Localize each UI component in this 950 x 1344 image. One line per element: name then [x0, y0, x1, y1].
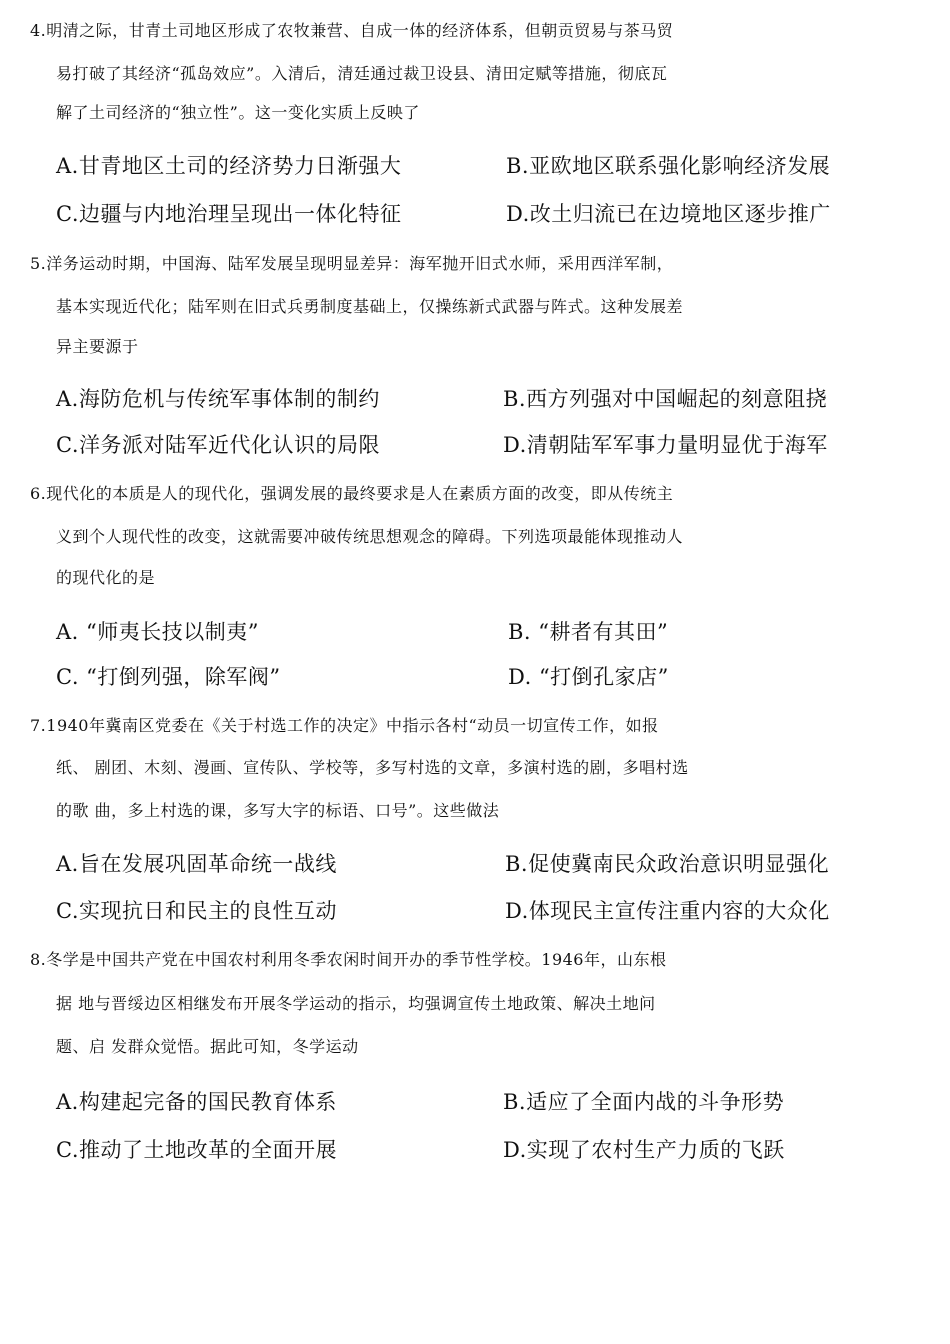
question-5-option-b: B.西方列强对中国崛起的刻意阻挠	[503, 387, 828, 411]
question-4-option-d: D.改土归流已在边境地区逐步推广	[506, 202, 831, 226]
question-number: 6.	[30, 484, 47, 503]
question-number: 5.	[30, 254, 47, 273]
question-4-line-1: 4.明清之际，甘青土司地区形成了农牧兼营、自成一体的经济体系，但朝贡贸易与茶马贸	[30, 16, 673, 46]
question-6-option-a: A. “师夷长技以制夷”	[56, 620, 259, 644]
question-7-option-a: A.旨在发展巩固革命统一战线	[56, 852, 337, 876]
question-7-option-c: C.实现抗日和民主的良性互动	[56, 899, 337, 923]
question-8-line-2: 据 地与晋绥边区相继发布开展冬学运动的指示，均强调宣传土地政策、解决土地问	[56, 994, 656, 1013]
question-5-line-3: 异主要源于	[56, 337, 139, 356]
question-5-option-d: D.清朝陆军军事力量明显优于海军	[503, 433, 828, 457]
question-8-option-b: B.适应了全面内战的斗争形势	[503, 1090, 785, 1114]
question-6-option-c: C. “打倒列强，除军阀”	[56, 665, 281, 689]
question-number: 8.	[30, 950, 47, 969]
question-4-line-3: 解了土司经济的“独立性”。这一变化实质上反映了	[56, 103, 420, 122]
question-7-line-2: 纸、 剧团、木刻、漫画、宣传队、学校等，多写村选的文章，多演村选的剧，多唱村选	[56, 758, 689, 777]
question-6-line-1: 6.现代化的本质是人的现代化，强调发展的最终要求是人在素质方面的改变，即从传统主	[30, 479, 673, 509]
question-4-line-2: 易打破了其经济“孤岛效应”。入清后，清廷通过裁卫设县、清田定赋等措施，彻底瓦	[56, 64, 668, 83]
question-5-line-1: 5.洋务运动时期，中国海、陆军发展呈现明显差异：海军抛开旧式水师，采用西洋军制，	[30, 249, 673, 279]
question-7-line-1: 7.1940年冀南区党委在《关于村选工作的决定》中指示各村“动员一切宣传工作，如报	[30, 711, 659, 741]
question-7-option-b: B.促使冀南民众政治意识明显强化	[505, 852, 830, 876]
question-number: 4.	[30, 21, 47, 40]
question-8-line-3: 题、启 发群众觉悟。据此可知，冬学运动	[56, 1037, 359, 1056]
question-7-option-d: D.体现民主宣传注重内容的大众化	[505, 899, 830, 923]
question-6-option-d: D. “打倒孔家店”	[508, 665, 669, 689]
question-6-line-3: 的现代化的是	[56, 568, 156, 587]
question-4-option-c: C.边疆与内地治理呈现出一体化特征	[56, 202, 402, 226]
question-7-line-3: 的歌 曲，多上村选的课，多写大字的标语、口号”。这些做法	[56, 801, 500, 820]
question-5-option-c: C.洋务派对陆军近代化认识的局限	[56, 433, 380, 457]
question-8-option-a: A.构建起完备的国民教育体系	[56, 1090, 337, 1114]
question-8-option-c: C.推动了土地改革的全面开展	[56, 1138, 337, 1162]
question-4-option-b: B.亚欧地区联系强化影响经济发展	[506, 154, 831, 178]
question-4-option-a: A.甘青地区土司的经济势力日渐强大	[56, 154, 402, 178]
question-6-line-2: 义到个人现代性的改变，这就需要冲破传统思想观念的障碍。下列选项最能体现推动人	[56, 527, 684, 546]
question-5-line-2: 基本实现近代化；陆军则在旧式兵勇制度基础上，仅操练新式武器与阵式。这种发展差	[56, 297, 684, 316]
question-6-option-b: B. “耕者有其田”	[508, 620, 669, 644]
question-5-option-a: A.海防危机与传统军事体制的制约	[56, 387, 380, 411]
question-8-line-1: 8.冬学是中国共产党在中国农村利用冬季农闲时间开办的季节性学校。1946年，山东根	[30, 945, 667, 975]
question-number: 7.	[30, 716, 47, 735]
question-8-option-d: D.实现了农村生产力质的飞跃	[503, 1138, 785, 1162]
